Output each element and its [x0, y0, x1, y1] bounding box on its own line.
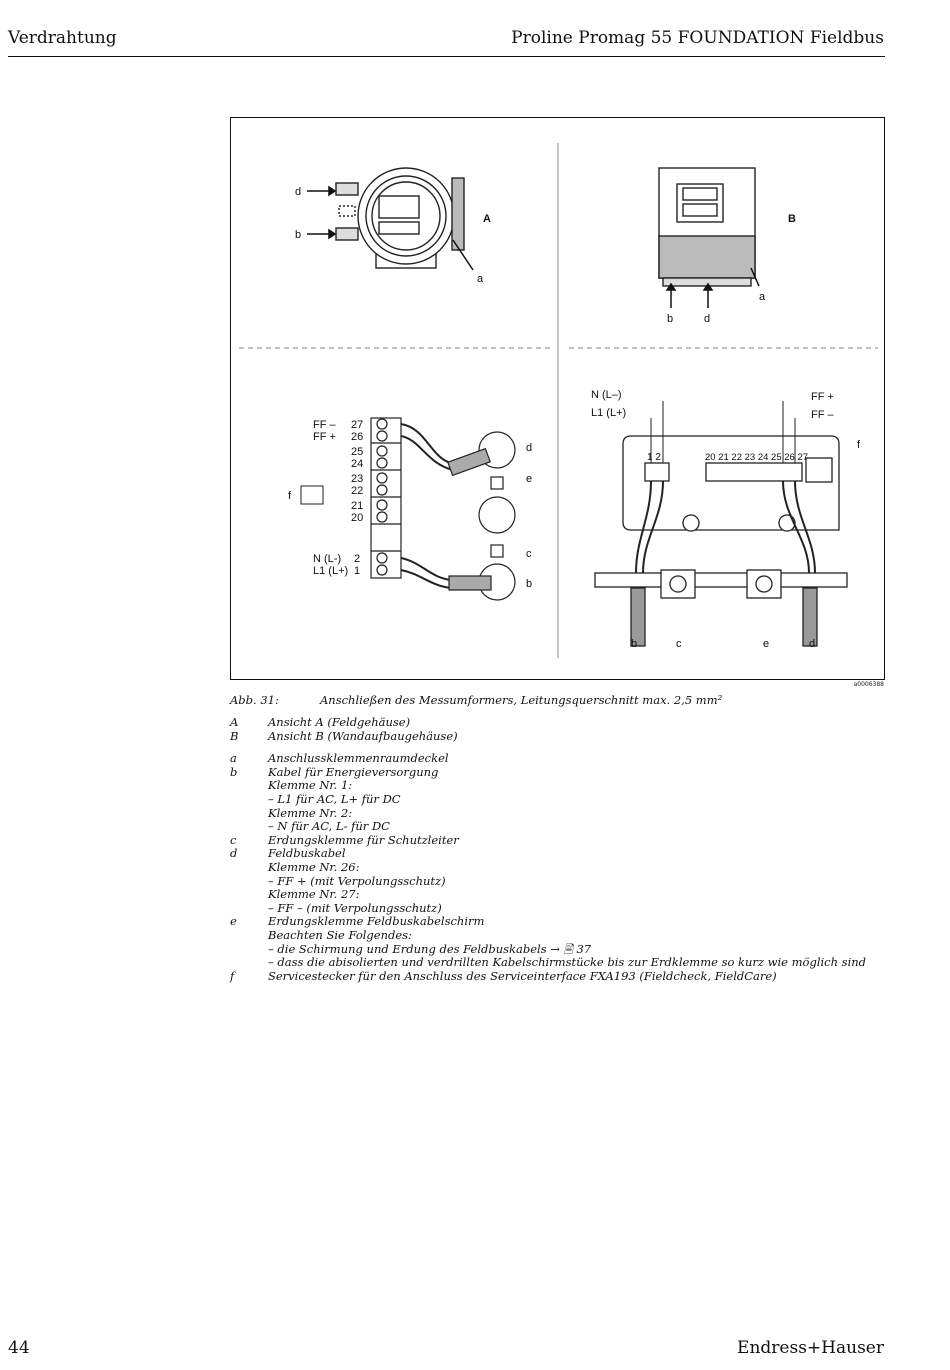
terminal-21: 21: [351, 500, 364, 512]
page-number: 44: [8, 1338, 30, 1358]
label-n-b: N (L–): [591, 389, 622, 401]
caption-text: Anschließen des Messumformers, Leitungsquerschnitt max. 2,5 mm²: [320, 693, 723, 707]
label-a2-d: d: [526, 442, 533, 454]
label-a2-b: b: [526, 578, 533, 590]
label-b-b: b: [667, 313, 674, 325]
label-b2-f: f: [857, 439, 861, 451]
label-ff-plus-a: FF +: [313, 431, 336, 443]
wiring-diagram: [231, 118, 886, 681]
view-b-label: B: [788, 213, 796, 225]
legend-b-l3: Klemme Nr. 2:: [268, 805, 353, 820]
footer-brand: Endress+Hauser: [737, 1338, 884, 1358]
cables-a: [401, 424, 453, 588]
terminals-b-signal: 20 21 22 23 24 25 26 27: [705, 452, 809, 463]
legend-row-A: A Ansicht A (Feldgehäuse): [230, 715, 411, 729]
terminals-b-power: 1 2: [647, 452, 661, 463]
label-b2-d: d: [809, 638, 816, 650]
legend-row-a: a Anschlussklemmenraumdeckel: [230, 751, 449, 766]
label-b2-b: b: [631, 638, 638, 650]
legend-row-b: b Kabel für Energieversorgung: [230, 764, 439, 779]
legend-d-l4: – FF – (mit Verpolungsschutz): [268, 900, 442, 915]
header-rule: [8, 56, 885, 57]
legend-d-l2: – FF + (mit Verpolungsschutz): [268, 873, 446, 888]
legend-row-e: e Erdungsklemme Feldbuskabelschirm: [230, 914, 485, 929]
label-b-a: a: [759, 291, 766, 303]
label-a-b: b: [295, 229, 302, 241]
terminal-22: 22: [351, 485, 364, 497]
terminal-block-a: [371, 418, 401, 578]
legend-d-l1: Klemme Nr. 26:: [268, 859, 360, 874]
label-a-f: f: [288, 490, 292, 502]
label-a2-c: c: [526, 548, 532, 560]
service-plug-a: [301, 486, 323, 504]
label-b2-c: c: [676, 638, 682, 650]
legend-row-c: c Erdungsklemme für Schutzleiter: [230, 832, 459, 847]
label-b2-e: e: [763, 638, 770, 650]
label-n-a: N (L-): [313, 553, 342, 565]
legend-e-l1: Beachten Sie Folgendes:: [268, 927, 412, 942]
figure-legend: [230, 716, 870, 983]
label-b-d: d: [704, 313, 711, 325]
label-a-a: a: [477, 273, 484, 285]
terminal-27: 27: [351, 419, 364, 431]
header-product: Proline Promag 55 FOUNDATION Fieldbus: [511, 28, 884, 48]
label-ff-minus-b: FF –: [811, 409, 834, 421]
label-l1-b: L1 (L+): [591, 407, 627, 419]
view-a-label: A: [483, 213, 491, 225]
field-housing-drawing: [336, 168, 464, 268]
label-a-d: d: [295, 186, 302, 198]
legend-row-d: d Feldbuskabel: [230, 846, 346, 861]
legend-row-f: f Servicestecker für den Anschluss des Serviceinterface FXA193 (Fieldcheck, FieldCare): [230, 968, 777, 983]
legend-e-l3: – dass die abisolierten und verdrillten Kabelschirmstücke bis zur Erdklemme so kurz wie möglich sind: [268, 955, 867, 970]
label-ff-plus-b: FF +: [811, 391, 834, 403]
header-section: Verdrahtung: [8, 28, 117, 48]
caption-number: Abb. 31:: [230, 693, 279, 707]
legend-row-B: B Ansicht B (Wandaufbaugehäuse): [230, 728, 458, 743]
legend-d-l3: Klemme Nr. 27:: [268, 887, 360, 902]
label-l1-a: L1 (L+): [313, 565, 349, 577]
glands-a: [448, 432, 515, 600]
terminal-1: 1: [354, 565, 361, 577]
label-a2-e: e: [526, 473, 533, 485]
terminal-26: 26: [351, 431, 364, 443]
wiring-figure: [230, 117, 885, 680]
terminal-25: 25: [351, 446, 364, 458]
terminal-20: 20: [351, 512, 364, 524]
label-ff-minus-a: FF –: [313, 419, 336, 431]
legend-b-l1: Klemme Nr. 1:: [268, 778, 353, 793]
figure-id: a0006388: [853, 681, 884, 688]
legend-e-l2: – die Schirmung und Erdung des Feldbuskabels → 🖹 37: [268, 941, 592, 956]
terminal-2: 2: [354, 553, 361, 565]
figure-caption: [230, 693, 722, 707]
terminal-24: 24: [351, 458, 364, 470]
legend-b-l2: – L1 für AC, L+ für DC: [268, 791, 401, 806]
terminal-23: 23: [351, 473, 364, 485]
wall-housing-drawing: [659, 168, 755, 286]
legend-b-l4: – N für AC, L- für DC: [268, 819, 390, 834]
